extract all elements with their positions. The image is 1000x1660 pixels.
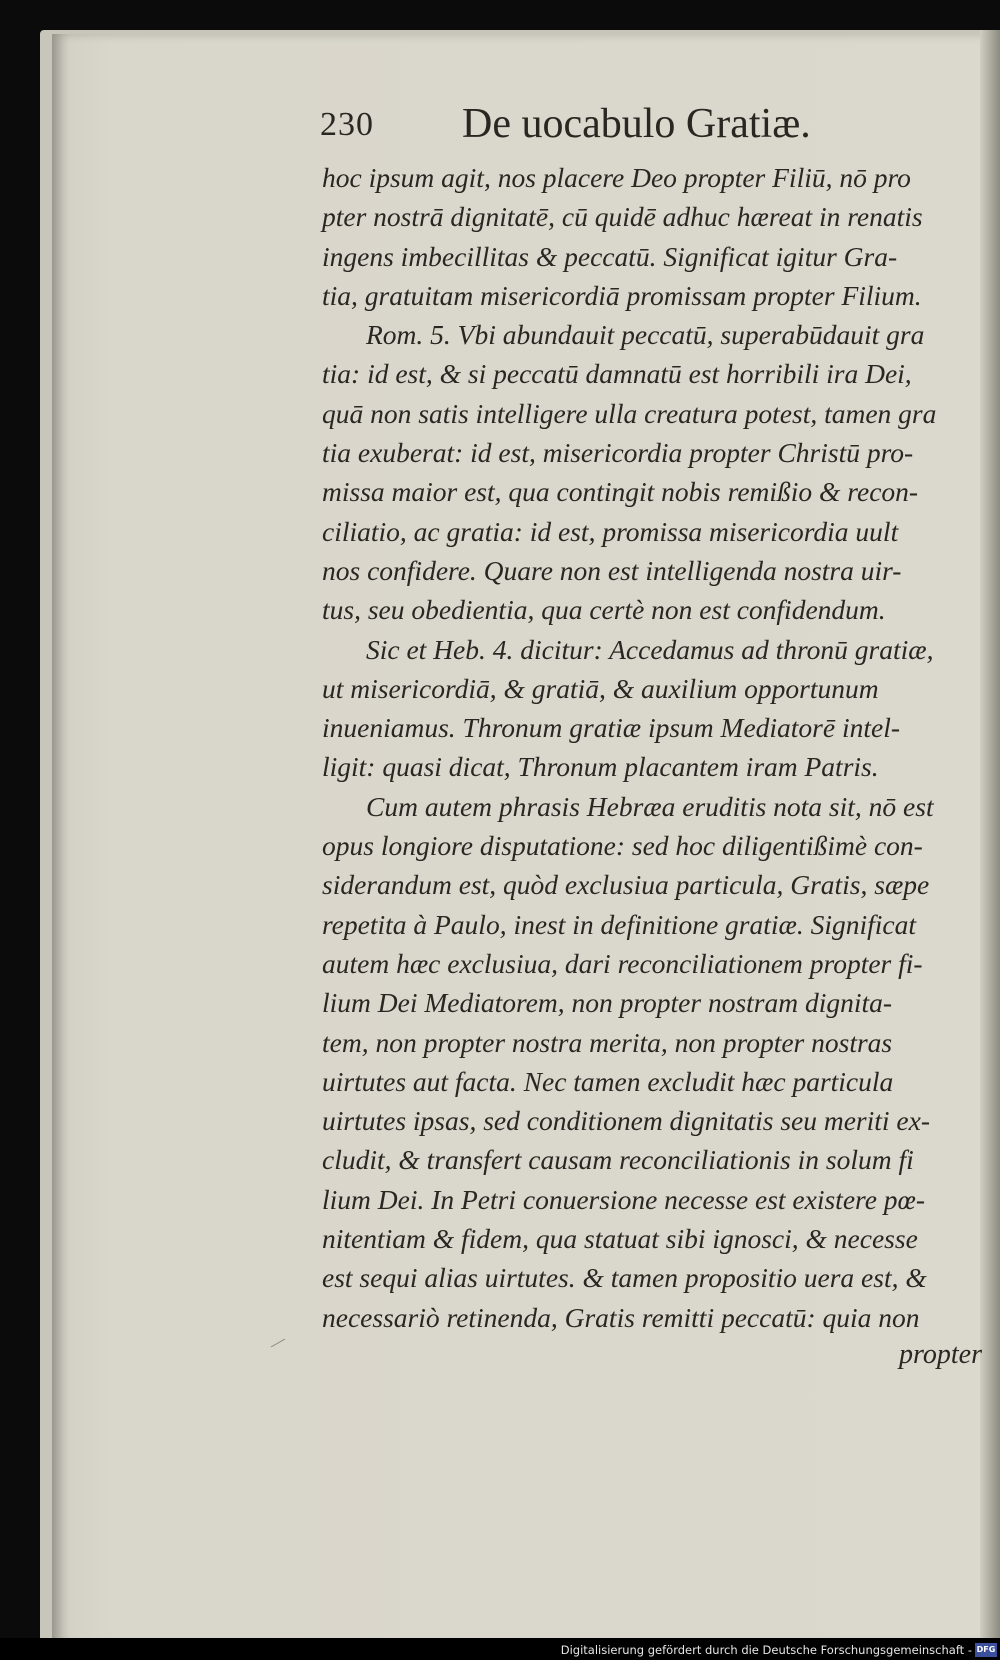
dfg-logo: DFG	[975, 1643, 997, 1657]
text-line: cludit, & transfert causam reconciliationis in solum fi	[322, 1144, 914, 1176]
text-line: nos confidere. Quare non est intelligenda nostra uir-	[322, 554, 902, 586]
text-line: lium Dei. In Petri conuersione necesse est existere pœ-	[322, 1183, 926, 1215]
text-line: inueniamus. Thronum gratiæ ipsum Mediatorē intel-	[322, 712, 900, 744]
text-line: tia: id est, & si peccatū damnatū est horribili ira Dei,	[322, 358, 912, 390]
text-line: Cum autem phrasis Hebræa eruditis nota sit, nō est	[366, 790, 934, 822]
page-header	[322, 100, 982, 158]
text-line: repetita à Paulo, inest in definitione gratiæ. Significat	[322, 908, 917, 940]
text-line: Sic et Heb. 4. dicitur: Accedamus ad thronū gratiæ,	[366, 633, 934, 665]
funding-credit: Digitalisierung gefördert durch die Deutsche Forschungsgemeinschaft -	[560, 1643, 972, 1657]
running-head: De uocabulo Gratiæ.	[462, 101, 811, 147]
text-line: necessariò retinenda, Gratis remitti peccatū: quia non	[322, 1301, 920, 1333]
text-line: hoc ipsum agit, nos placere Deo propter Filiū, nō pro	[322, 162, 911, 193]
text-line: ciliatio, ac gratia: id est, promissa misericordia uult	[322, 515, 899, 547]
catchword: propter	[899, 1338, 982, 1370]
text-line: quā non satis intelligere ulla creatura potest, tamen gra	[322, 397, 937, 429]
text-line: uirtutes ipsas, sed conditionem dignitatis seu meriti ex-	[322, 1105, 930, 1137]
page-gutter-shadow	[980, 30, 1000, 1650]
text-line: lium Dei Mediatorem, non propter nostram dignita-	[322, 987, 893, 1019]
text-line: Rom. 5. Vbi abundauit peccatū, superabūdauit gra	[366, 319, 925, 351]
text-line: uirtutes aut facta. Nec tamen excludit hæc particula	[322, 1065, 894, 1097]
text-line: est sequi alias uirtutes. & tamen propositio uera est, &	[322, 1262, 927, 1294]
text-line: tus, seu obedientia, qua certè non est confidendum.	[322, 594, 886, 626]
text-line: tia exuberat: id est, misericordia propter Christū pro-	[322, 437, 914, 469]
text-line: ingens imbecillitas & peccatū. Significat igitur Gra-	[322, 240, 898, 272]
pencil-mark	[270, 1338, 286, 1348]
text-line: opus longiore disputatione: sed hoc diligentißimè con-	[322, 830, 923, 862]
text-line: ligit: quasi dicat, Thronum placantem iram Patris.	[322, 751, 879, 783]
catchword-row	[322, 1337, 982, 1381]
text-line: autem hæc exclusiua, dari reconciliationem propter fi-	[322, 947, 923, 979]
page-number: 230	[320, 106, 374, 143]
page-text-block	[322, 100, 982, 1381]
footer-bar	[0, 1638, 1000, 1660]
text-line: nitentiam & fidem, qua statuat sibi ignosci, & necesse	[322, 1223, 918, 1255]
text-line: tem, non propter nostra merita, non propter nostras	[322, 1026, 893, 1058]
text-line: missa maior est, qua contingit nobis remißio & recon-	[322, 476, 919, 508]
text-line: pter nostrā dignitatē, cū quidē adhuc hæreat in renatis	[322, 201, 923, 233]
body-text	[322, 158, 982, 1337]
text-line: siderandum est, quòd exclusiua particula, Gratis, sæpe	[322, 869, 930, 901]
text-line: tia, gratuitam misericordiā promissam propter Filium.	[322, 279, 922, 311]
text-line: ut misericordiā, & gratiā, & auxilium opportunum	[322, 672, 879, 704]
